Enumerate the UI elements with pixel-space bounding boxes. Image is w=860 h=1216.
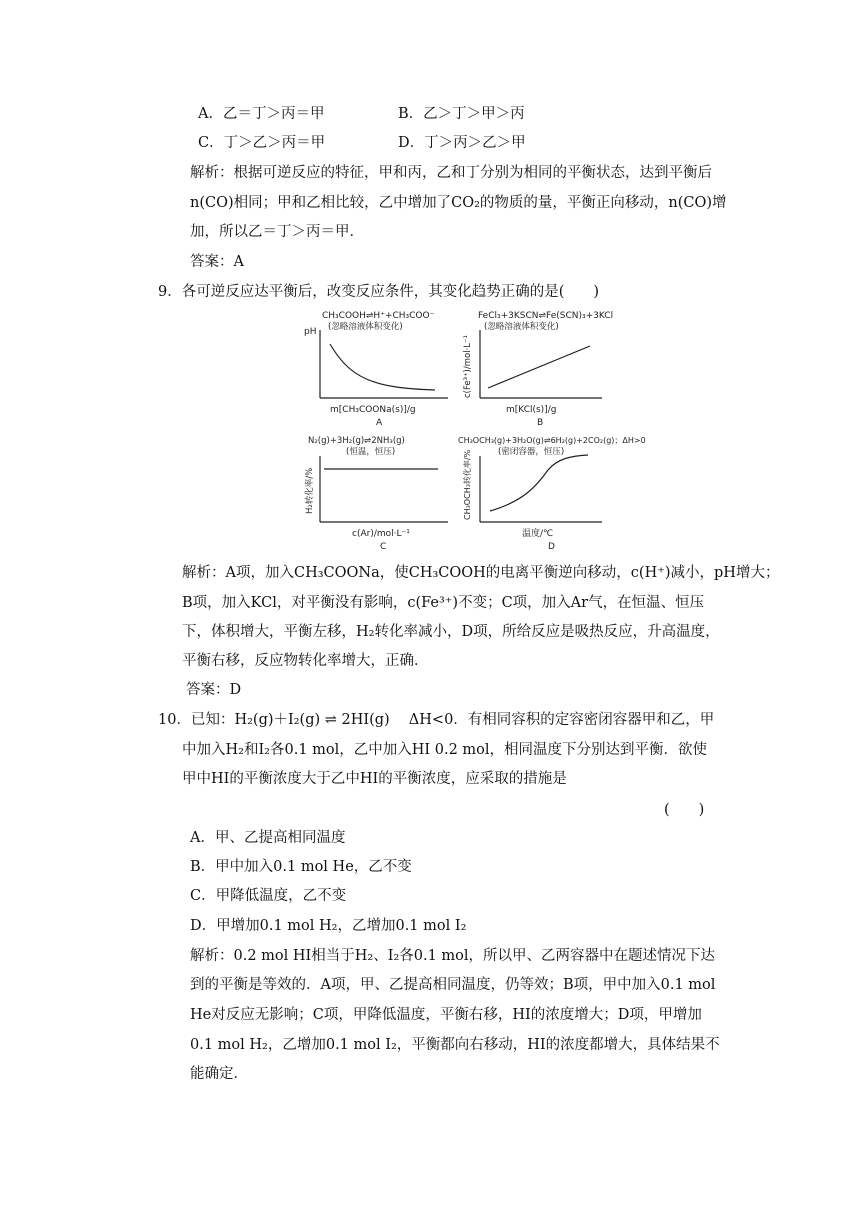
chart-c-ylabel: H₂转化率/% bbox=[305, 467, 315, 514]
chart-d-ylabel: CH₃OCH₃转化率/% bbox=[463, 449, 472, 520]
q10-stem-line-1: 10．已知：H₂(g)＋I₂(g) ⇌ 2HI(g) ΔH<0．有相同容积的定容密闭容器甲和乙，甲 bbox=[158, 712, 715, 728]
q8-analysis-line-2: n(CO)相同；甲和乙相比较，乙中增加了CO₂的物质的量，平衡正向移动，n(CO)增 bbox=[190, 195, 727, 211]
q10-analysis-line-4: 0.1 mol H₂，乙增加0.1 mol I₂，平衡都向右移动，HI的浓度都增大，具体结果不 bbox=[190, 1037, 720, 1053]
chart-c bbox=[304, 436, 448, 552]
chart-c-subtitle: (恒温，恒压) bbox=[346, 447, 396, 457]
q10-option-b: B．甲中加入0.1 mol He，乙不变 bbox=[190, 859, 412, 875]
q8-analysis-line-1: 解析：根据可逆反应的特征，甲和丙，乙和丁分别为相同的平衡状态，达到平衡后 bbox=[190, 165, 712, 181]
q10-option-a: A．甲、乙提高相同温度 bbox=[190, 830, 346, 846]
q9-answer: 答案：D bbox=[186, 682, 242, 698]
chart-d-title: CH₃OCH₃(g)+3H₂O(g)⇌6H₂(g)+2CO₂(g)；ΔH>0 bbox=[458, 436, 646, 445]
chart-c-title: N₂(g)+3H₂(g)⇌2NH₃(g) bbox=[308, 436, 405, 446]
chart-c-xlabel: c(Ar)/mol·L⁻¹ bbox=[352, 529, 410, 539]
chart-b-panel-label: B bbox=[537, 418, 544, 428]
chart-a-panel-label: A bbox=[376, 418, 383, 428]
q9-analysis-line-4: 平衡右移，反应物转化率增大，正确． bbox=[182, 653, 429, 669]
chart-b-line bbox=[488, 346, 590, 388]
q10-stem-line-3: 甲中HI的平衡浓度大于乙中HI的平衡浓度，应采取的措施是 bbox=[182, 771, 567, 787]
q9-analysis-line-2: B项，加入KCl，对平衡没有影响，c(Fe³⁺)不变；C项，加入Ar气，在恒温、恒压 bbox=[182, 595, 705, 611]
q10-option-c: C．甲降低温度，乙不变 bbox=[190, 888, 347, 904]
chart-a-subtitle: (忽略溶液体积变化) bbox=[328, 322, 403, 332]
chart-b-ylabel: c(Fe³⁺)/mol·L⁻¹ bbox=[463, 335, 473, 398]
chart-b-xlabel: m[KCl(s)]/g bbox=[506, 405, 557, 415]
q9-analysis-line-3: 下，体积增大，平衡左移，H₂转化率减小，D项，所给反应是吸热反应，升高温度， bbox=[182, 624, 720, 640]
chart-a-xlabel: m[CH₃COONa(s)]/g bbox=[330, 405, 416, 415]
chart-a-ylabel: pH bbox=[304, 327, 317, 337]
chart-d-subtitle: (密闭容器，恒压) bbox=[498, 447, 565, 457]
chart-b-subtitle: (忽略溶液体积变化) bbox=[484, 322, 559, 332]
chart-d-panel-label: D bbox=[548, 542, 555, 552]
q8-option-d: D．丁＞丙＞乙＞甲 bbox=[398, 135, 526, 151]
chart-c-panel-label: C bbox=[380, 542, 387, 552]
q8-option-b: B．乙＞丁＞甲＞丙 bbox=[398, 106, 525, 122]
chart-a-title: CH₃COOH⇌H⁺+CH₃COO⁻ bbox=[322, 311, 435, 321]
q10-analysis-line-1: 解析：0.2 mol HI相当于H₂、I₂各0.1 mol，所以甲、乙两容器中在题述情况下达 bbox=[190, 948, 716, 964]
chart-b bbox=[463, 311, 613, 428]
q10-stem-line-2: 中加入H₂和I₂各0.1 mol，乙中加入HI 0.2 mol，相同温度下分别达到平衡．欲使 bbox=[182, 742, 708, 758]
chart-d-xlabel: 温度/℃ bbox=[522, 529, 554, 539]
q10-analysis-line-5: 能确定． bbox=[190, 1066, 248, 1082]
q9-stem: 9．各可逆反应达平衡后，改变反应条件，其变化趋势正确的是( ) bbox=[158, 284, 600, 300]
q8-answer: 答案：A bbox=[190, 254, 244, 270]
q8-option-c: C．丁＞乙＞丙＝甲 bbox=[198, 135, 326, 151]
chart-d bbox=[458, 436, 646, 552]
chart-d-curve bbox=[490, 455, 588, 511]
q8-option-a: A．乙＝丁＞丙＝甲 bbox=[198, 106, 325, 122]
q10-answer-blank: ( ) bbox=[664, 802, 705, 818]
chart-a bbox=[304, 311, 448, 428]
q9-charts-figure bbox=[300, 306, 660, 556]
q10-analysis-line-3: He对反应无影响；C项，甲降低温度，平衡右移，HI的浓度增大；D项，甲增加 bbox=[190, 1007, 702, 1023]
chart-b-title: FeCl₃+3KSCN⇌Fe(SCN)₃+3KCl bbox=[478, 311, 614, 321]
q8-analysis-line-3: 加，所以乙＝丁＞丙＝甲． bbox=[190, 224, 364, 240]
chart-a-curve bbox=[330, 344, 435, 390]
q10-option-d: D．甲增加0.1 mol H₂，乙增加0.1 mol I₂ bbox=[190, 918, 467, 934]
q10-analysis-line-2: 到的平衡是等效的．A项，甲、乙提高相同温度，仍等效；B项，甲中加入0.1 mol bbox=[190, 977, 716, 993]
q9-analysis-line-1: 解析：A项，加入CH₃COONa，使CH₃COOH的电离平衡逆向移动，c(H⁺)减小，pH增大； bbox=[182, 565, 780, 581]
